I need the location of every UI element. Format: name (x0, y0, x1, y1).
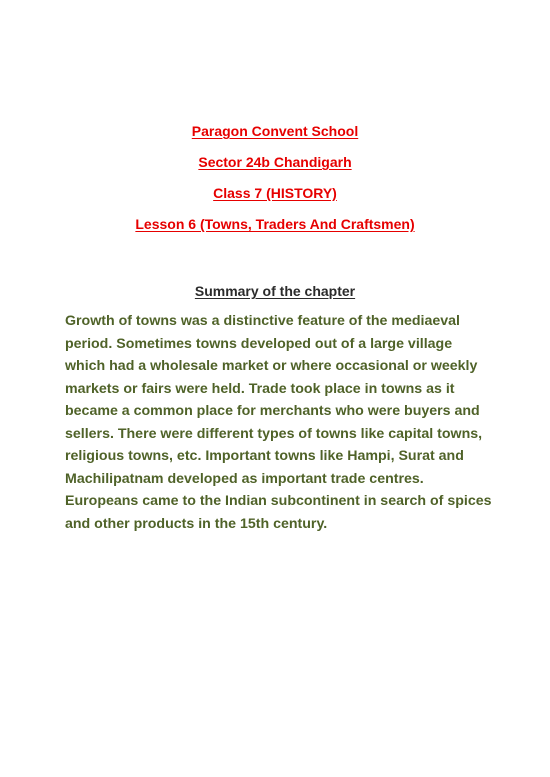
summary-title (0, 283, 550, 299)
summary-line: which had a wholesale market or where occasional or weekly (65, 358, 478, 374)
class-text: Class 7 (HISTORY) (213, 185, 337, 201)
summary-line: Europeans came to the Indian subcontinent in search of spices (65, 493, 492, 509)
summary-line: period. Sometimes towns developed out of a large village (65, 335, 453, 352)
summary-line: religious towns, etc. Important towns like Hampi, Surat and (65, 448, 464, 464)
summary-line: sellers. There were different types of towns like capital towns, (65, 425, 483, 442)
lesson-heading (0, 216, 550, 232)
school-address-heading (0, 154, 550, 170)
summary-line: markets or fairs were held. Trade took place in towns as it (65, 380, 455, 397)
class-heading (0, 185, 550, 201)
lesson-text: Lesson 6 (Towns, Traders And Craftsmen) (135, 216, 415, 232)
summary-line: Machilipatnam developed as important trade centres. (65, 470, 424, 487)
summary-line: Growth of towns was a distinctive feature of the mediaeval (65, 313, 460, 329)
summary-line: became a common place for merchants who were buyers and (65, 403, 480, 419)
summary-title-text: Summary of the chapter (194, 283, 356, 299)
school-name-heading (0, 123, 550, 139)
school-name-text: Paragon Convent School (191, 123, 359, 139)
summary-paragraph (65, 310, 495, 535)
school-address-text: Sector 24b Chandigarh (198, 154, 352, 170)
summary-line: and other products in the 15th century. (65, 515, 328, 532)
